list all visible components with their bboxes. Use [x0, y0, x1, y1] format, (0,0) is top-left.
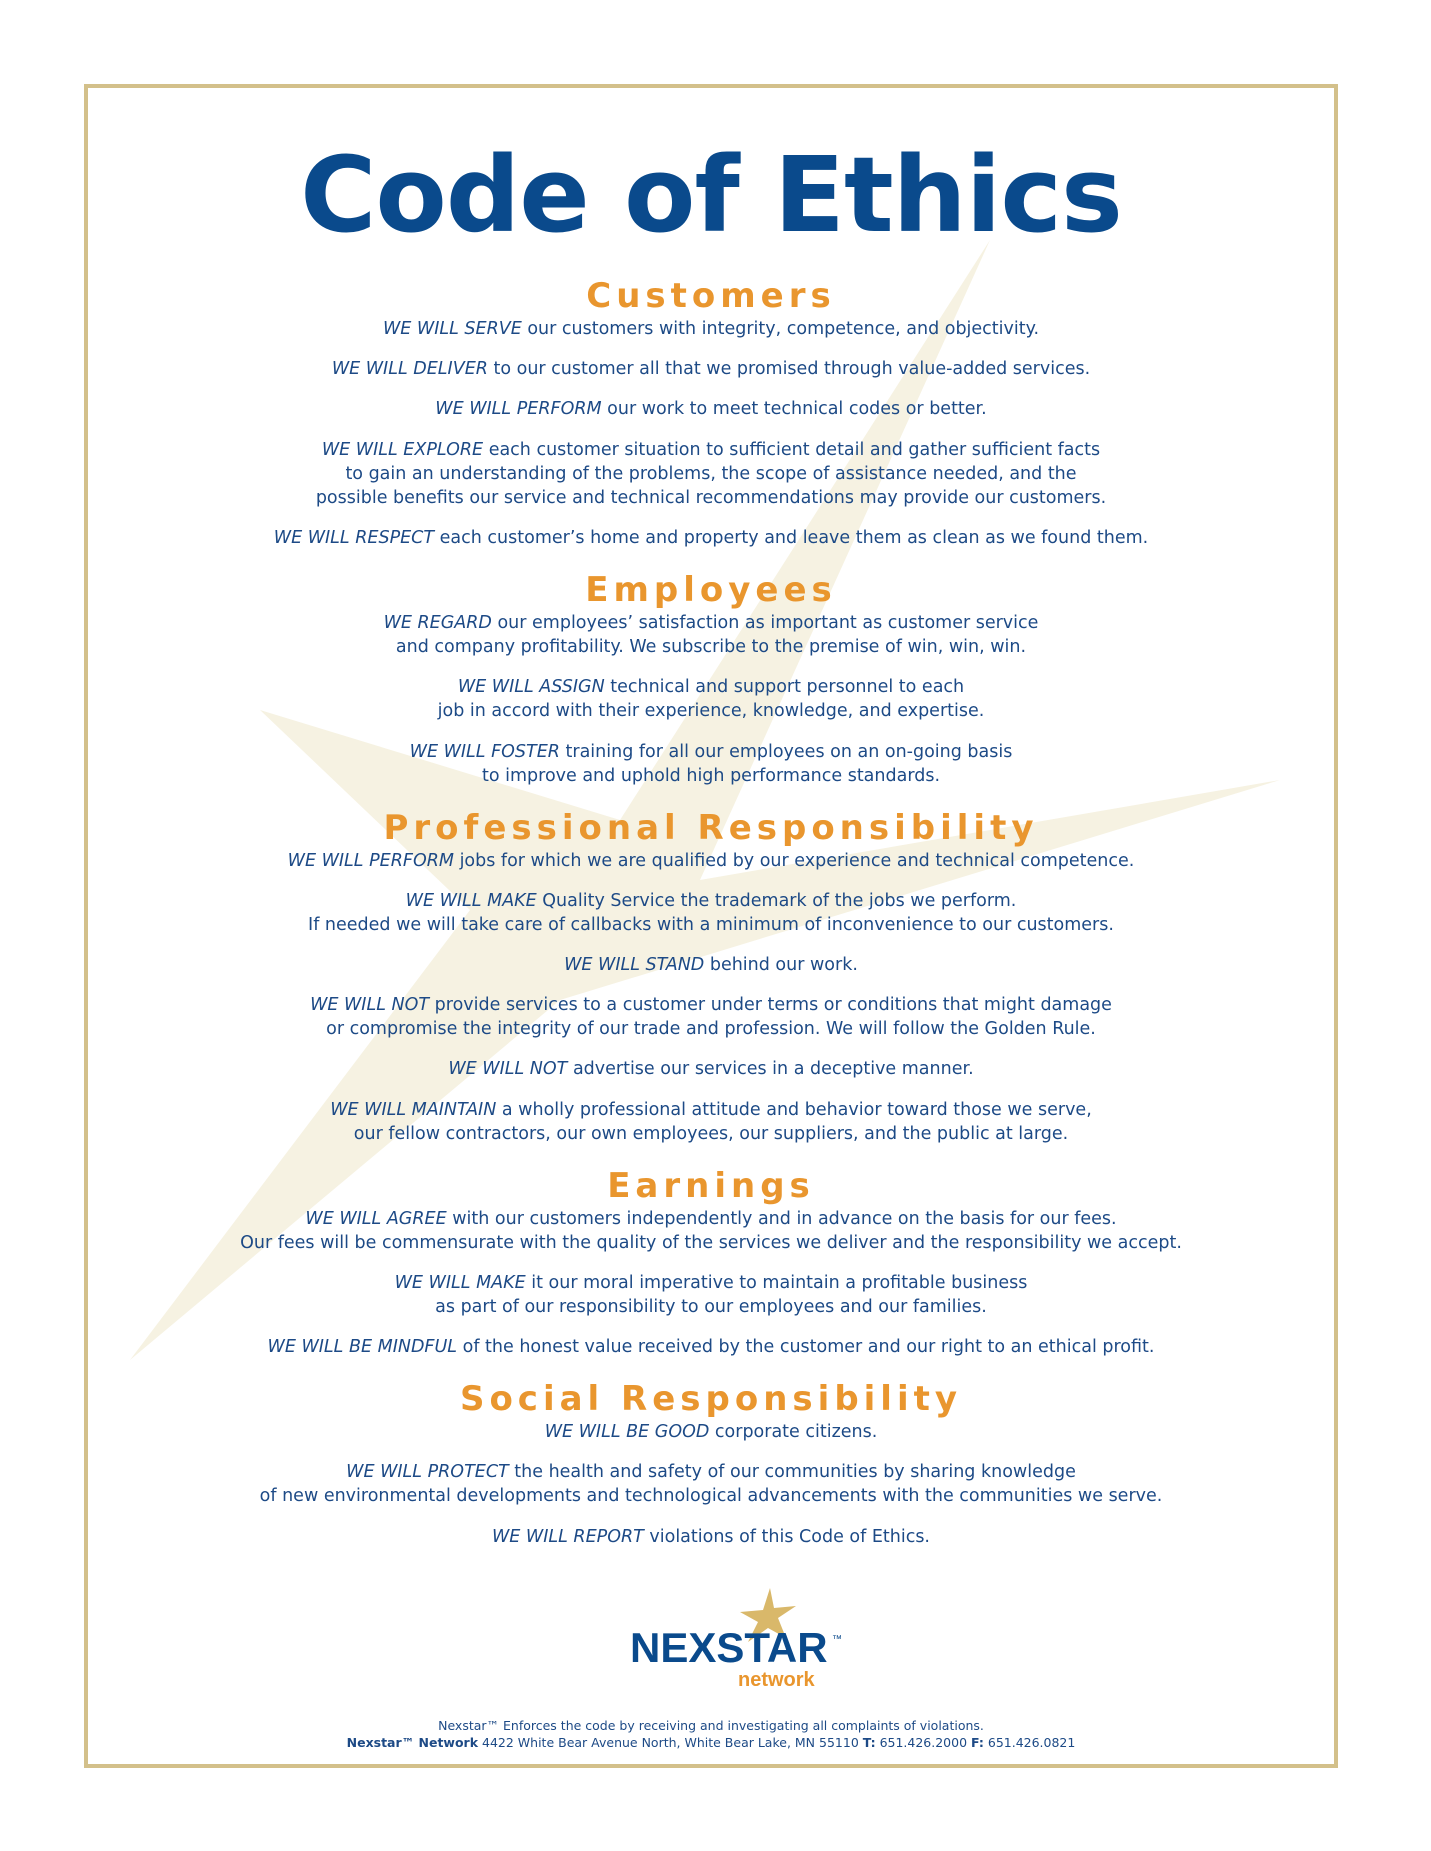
statement-text: behind our work.	[704, 955, 858, 976]
section-heading: Social Responsibility	[459, 1379, 963, 1420]
statement-text: to improve and uphold high performance standards.	[481, 765, 941, 786]
section-heading: Employees	[585, 570, 837, 611]
ethics-statement	[88, 1525, 1334, 1549]
statement-text: each customer situation to sufficient detail and gather sufficient facts	[483, 439, 1101, 460]
ethics-statement	[88, 611, 1334, 659]
section-items	[88, 1207, 1334, 1360]
footer-address: Nexstar™ Network 4422 White Bear Avenue North, White Bear Lake, MN 55110 T: 651.426.2000 F: 651.426.0821	[346, 1734, 1076, 1750]
section-items	[88, 1420, 1334, 1549]
statement-lead: WE WILL SERVE	[382, 319, 522, 340]
statement-lead: WE WILL EXPLORE	[321, 439, 484, 460]
statement-lead: WE WILL MAKE	[405, 890, 537, 911]
ethics-statement	[88, 438, 1334, 510]
statement-text: to our customer all that we promised through value-added services.	[487, 359, 1091, 380]
statement-text: and company profitability. We subscribe to the premise of win, win, win.	[395, 637, 1027, 658]
statement-text: training for all our employees on an on-going basis	[559, 741, 1013, 762]
logo-trademark: ™	[832, 1634, 842, 1645]
statement-text: Quality Service the trademark of the jobs we perform.	[536, 890, 1017, 911]
statement-text: our fellow contractors, our own employees, our suppliers, and the public at large.	[353, 1123, 1069, 1144]
footer	[88, 1718, 1334, 1752]
statement-text: the health and safety of our communities by sharing knowledge	[508, 1462, 1076, 1483]
statement-text: advertise our services in a deceptive manner.	[567, 1059, 974, 1080]
section-heading: Customers	[586, 276, 836, 317]
section-heading: Earnings	[607, 1165, 815, 1206]
statement-text: as part of our responsibility to our employees and our families.	[435, 1297, 987, 1318]
statement-text: a wholly professional attitude and behavior toward those we serve,	[496, 1099, 1092, 1120]
statement-text: Our fees will be commensurate with the quality of the services we deliver and the responsibility we accept.	[240, 1232, 1182, 1253]
statement-text: each customer’s home and property and leave them as clean as we found them.	[434, 528, 1149, 549]
ethics-statement	[88, 1335, 1334, 1359]
ethics-statement	[88, 993, 1334, 1041]
statement-text: with our customers independently and in advance on the basis for our fees.	[446, 1208, 1117, 1229]
statement-lead: WE WILL NOT	[310, 995, 430, 1016]
ethics-statement	[88, 849, 1334, 873]
statement-lead: WE WILL MAKE	[394, 1272, 526, 1293]
statement-lead: WE WILL PERFORM	[435, 399, 602, 420]
statement-text: violations of this Code of Ethics.	[643, 1526, 930, 1547]
ethics-statement	[88, 740, 1334, 788]
logo-wordmark: NEXSTAR	[630, 1624, 828, 1671]
statement-text: jobs for which we are qualified by our experience and technical competence.	[454, 850, 1135, 871]
statement-lead: WE WILL PROTECT	[346, 1462, 509, 1483]
statement-text: corporate citizens.	[709, 1422, 878, 1443]
ethics-statement	[88, 1420, 1334, 1444]
statement-text: it our moral imperative to maintain a profitable business	[525, 1272, 1028, 1293]
statement-lead: WE WILL FOSTER	[409, 741, 560, 762]
statement-lead: WE WILL REPORT	[491, 1526, 644, 1547]
section-items	[88, 849, 1334, 1146]
ethics-statement	[88, 675, 1334, 723]
statement-lead: WE WILL MAINTAIN	[330, 1099, 497, 1120]
ethics-statement	[88, 1207, 1334, 1255]
page-title: Code of Ethics	[300, 134, 1122, 256]
statement-lead: WE WILL ASSIGN	[457, 677, 605, 698]
ethics-statement	[88, 397, 1334, 421]
ethics-statement	[88, 953, 1334, 977]
statement-text: job in accord with their experience, knowledge, and expertise.	[437, 701, 985, 722]
statement-text: If needed we will take care of callbacks with a minimum of inconvenience to our customers.	[308, 914, 1114, 935]
statement-text: provide services to a customer under terms or conditions that might damage	[429, 995, 1112, 1016]
ethics-statement	[88, 1057, 1334, 1081]
ethics-statement	[88, 1460, 1334, 1508]
statement-text: our employees’ satisfaction as important as customer service	[491, 612, 1039, 633]
ethics-statement	[88, 1271, 1334, 1319]
section-items	[88, 611, 1334, 788]
ethics-statement	[88, 1098, 1334, 1146]
ethics-statement	[88, 526, 1334, 550]
statement-lead: WE WILL RESPECT	[273, 528, 435, 549]
footer-note: Nexstar™ Enforces the code by receiving and investigating all complaints of violations.	[438, 1718, 984, 1733]
statement-text: our customers with integrity, competence, and objectivity.	[521, 319, 1040, 340]
ethics-content	[88, 88, 1334, 1549]
statement-lead: WE REGARD	[383, 612, 492, 633]
logo-network-label: network	[738, 1669, 815, 1691]
statement-lead: WE WILL BE MINDFUL	[267, 1337, 458, 1358]
ethics-statement	[88, 889, 1334, 937]
statement-text: of new environmental developments and technological advancements with the communities we serve.	[259, 1486, 1163, 1507]
statement-lead: WE WILL DELIVER	[331, 359, 488, 380]
statement-lead: WE WILL PERFORM	[287, 850, 454, 871]
sections-container	[88, 276, 1334, 1548]
statement-text: or compromise the integrity of our trade and profession. We will follow the Golden Rule.	[326, 1019, 1096, 1040]
section-heading: Professional Responsibility	[383, 807, 1039, 848]
statement-lead: WE WILL AGREE	[305, 1208, 447, 1229]
section-items	[88, 317, 1334, 550]
ethics-statement	[88, 357, 1334, 381]
statement-text: of the honest value received by the customer and our right to an ethical profit.	[457, 1337, 1155, 1358]
statement-text: possible benefits our service and technical recommendations may provide our customers.	[315, 487, 1107, 508]
nexstar-logo	[620, 1580, 860, 1700]
statement-lead: WE WILL STAND	[564, 955, 705, 976]
statement-lead: WE WILL BE GOOD	[544, 1422, 710, 1443]
statement-text: technical and support personnel to each	[604, 677, 965, 698]
statement-text: to gain an understanding of the problems, the scope of assistance needed, and the	[345, 463, 1077, 484]
statement-lead: WE WILL NOT	[448, 1059, 568, 1080]
statement-text: our work to meet technical codes or better.	[601, 399, 987, 420]
ethics-statement	[88, 317, 1334, 341]
